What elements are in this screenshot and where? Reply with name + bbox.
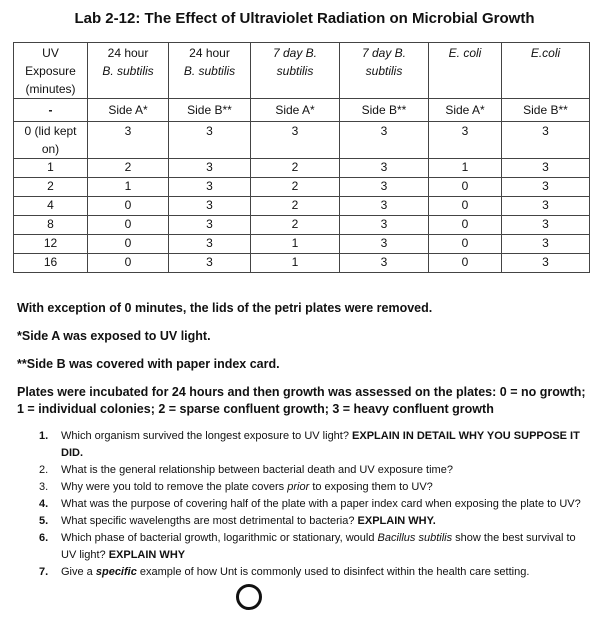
header-text: B. subtilis <box>183 64 236 78</box>
note-incubation: Plates were incubated for 24 hours and then growth was assessed on the plates: 0 = no growth; 1 = individual colonies; 2 = sparse confluent growth; 3 = heavy confluent growth <box>17 385 586 416</box>
note-side-a: *Side A was exposed to UV light. <box>17 329 211 343</box>
notes-section <box>17 300 592 418</box>
question-number: 5. <box>39 515 49 527</box>
value-cell: 0 <box>88 235 169 254</box>
value-cell: 3 <box>502 216 590 235</box>
header-text: 7 day B. <box>361 46 407 60</box>
value-cell: 3 <box>340 235 429 254</box>
header-cell <box>88 43 169 99</box>
table-row <box>14 235 590 254</box>
value-cell: 3 <box>502 159 590 178</box>
value-cell: 3 <box>340 178 429 197</box>
question-number: 1. <box>39 430 49 442</box>
question-number: 6. <box>39 532 49 544</box>
value-cell: 2 <box>251 159 340 178</box>
value-cell: 3 <box>340 254 429 273</box>
value-cell: 3 <box>502 254 590 273</box>
question-number: 4. <box>39 498 49 510</box>
value-cell: 3 <box>88 122 169 159</box>
value-cell: 0 <box>429 235 502 254</box>
side-cell: Side A* <box>251 99 340 122</box>
side-cell: Side B** <box>169 99 251 122</box>
table-side-row <box>14 99 590 122</box>
value-cell: 2 <box>251 178 340 197</box>
value-cell: 3 <box>169 216 251 235</box>
question-emphasis: EXPLAIN IN DETAIL WHY YOU SUPPOSE IT DID. <box>61 430 580 459</box>
header-cell <box>251 43 340 99</box>
side-cell: Side A* <box>429 99 502 122</box>
question-text: What is the general relationship between bacterial death and UV exposure time? <box>61 464 453 476</box>
value-cell: 1 <box>88 178 169 197</box>
value-cell: 1 <box>251 235 340 254</box>
question-italic: prior <box>287 481 310 493</box>
table-row <box>14 216 590 235</box>
side-cell: Side B** <box>340 99 429 122</box>
value-cell: 1 <box>429 159 502 178</box>
question-item <box>17 496 582 513</box>
value-cell: 0 <box>88 197 169 216</box>
question-text: What specific wavelengths are most detrimental to bacteria? <box>61 515 355 527</box>
note-side-b: **Side B was covered with paper index card. <box>17 357 280 371</box>
minutes-cell: 16 <box>14 254 88 273</box>
value-cell: 3 <box>169 122 251 159</box>
value-cell: 0 <box>429 178 502 197</box>
value-cell: 3 <box>502 178 590 197</box>
question-text: Which organism survived the longest exposure to UV light? <box>61 430 349 442</box>
value-cell: 3 <box>169 178 251 197</box>
minutes-cell: 1 <box>14 159 88 178</box>
question-item <box>17 479 582 496</box>
page-title: Lab 2-12: The Effect of Ultraviolet Radiation on Microbial Growth <box>74 10 535 27</box>
results-table <box>13 42 590 273</box>
question-item <box>17 428 582 462</box>
header-cell <box>502 43 590 99</box>
header-text: E. coli <box>448 46 482 60</box>
minutes-cell <box>14 122 88 159</box>
value-cell: 0 <box>429 254 502 273</box>
value-cell: 3 <box>502 197 590 216</box>
value-cell: 3 <box>340 197 429 216</box>
question-emphasis: EXPLAIN WHY <box>108 549 186 561</box>
questions-list <box>17 428 582 581</box>
value-cell: 1 <box>251 254 340 273</box>
header-text: Exposure <box>25 64 76 78</box>
value-cell: 0 <box>88 216 169 235</box>
minutes-cell: 8 <box>14 216 88 235</box>
side-cell: Side A* <box>88 99 169 122</box>
value-cell: 3 <box>429 122 502 159</box>
question-text: to exposing them to UV? <box>312 481 433 493</box>
value-cell: 3 <box>169 197 251 216</box>
table-header-row <box>14 43 590 99</box>
header-text: 24 hour <box>189 46 230 60</box>
value-cell: 0 <box>429 197 502 216</box>
header-text: B. subtilis <box>102 64 154 78</box>
question-emphasis: EXPLAIN WHY. <box>357 515 436 527</box>
value-cell: 3 <box>169 159 251 178</box>
table-row <box>14 122 590 159</box>
table-row <box>14 178 590 197</box>
minutes-cell: 2 <box>14 178 88 197</box>
value-cell: 3 <box>251 122 340 159</box>
question-text: Which phase of bacterial growth, logarithmic or stationary, would <box>61 532 375 544</box>
side-cell: Side B** <box>502 99 590 122</box>
table-row <box>14 159 590 178</box>
table-row <box>14 197 590 216</box>
value-cell: 3 <box>502 122 590 159</box>
question-text: show the best survival to UV light? <box>61 532 576 561</box>
question-number: 7. <box>39 566 49 578</box>
value-cell: 3 <box>169 254 251 273</box>
value-cell: 0 <box>429 216 502 235</box>
question-item <box>17 513 582 530</box>
header-cell <box>169 43 251 99</box>
question-number: 3. <box>39 481 49 493</box>
question-text: What was the purpose of covering half of the plate with a paper index card when exposing the plate to UV? <box>61 498 581 510</box>
note-lids: With exception of 0 minutes, the lids of the petri plates were removed. <box>17 301 433 315</box>
value-cell: 3 <box>502 235 590 254</box>
header-text: subtilis <box>276 64 314 78</box>
value-cell: 3 <box>340 159 429 178</box>
value-cell: 3 <box>169 235 251 254</box>
value-cell: 3 <box>340 122 429 159</box>
minutes-cell: 12 <box>14 235 88 254</box>
question-item <box>17 530 582 564</box>
question-text: Give a <box>61 566 93 578</box>
value-cell: 2 <box>251 216 340 235</box>
header-text: (minutes) <box>25 82 76 96</box>
header-text: 7 day B. <box>272 46 318 60</box>
header-text: subtilis <box>365 64 403 78</box>
value-cell: 3 <box>340 216 429 235</box>
question-item <box>17 564 582 581</box>
header-text: 24 hour <box>107 46 149 60</box>
minutes-text: 0 (lid kept <box>24 124 77 138</box>
question-italic: specific <box>95 566 137 578</box>
question-italic: Bacillus subtilis <box>377 532 453 544</box>
question-item <box>17 462 582 479</box>
header-text: UV <box>42 46 59 60</box>
header-text: E.coli <box>530 46 561 60</box>
question-text: Why were you told to remove the plate covers <box>61 481 285 493</box>
header-cell <box>340 43 429 99</box>
side-cell: - <box>14 99 88 122</box>
question-text: example of how U <box>139 566 228 578</box>
value-cell: 2 <box>251 197 340 216</box>
question-number: 2. <box>39 464 49 476</box>
header-cell <box>429 43 502 99</box>
minutes-text: on) <box>41 142 60 156</box>
header-cell <box>14 43 88 99</box>
minutes-cell: 4 <box>14 197 88 216</box>
table-row <box>14 254 590 273</box>
value-cell: 0 <box>88 254 169 273</box>
value-cell: 2 <box>88 159 169 178</box>
cursor-ring-icon <box>236 584 262 610</box>
question-text: nt is commonly used to disinfect within the health care setting. <box>227 566 530 578</box>
